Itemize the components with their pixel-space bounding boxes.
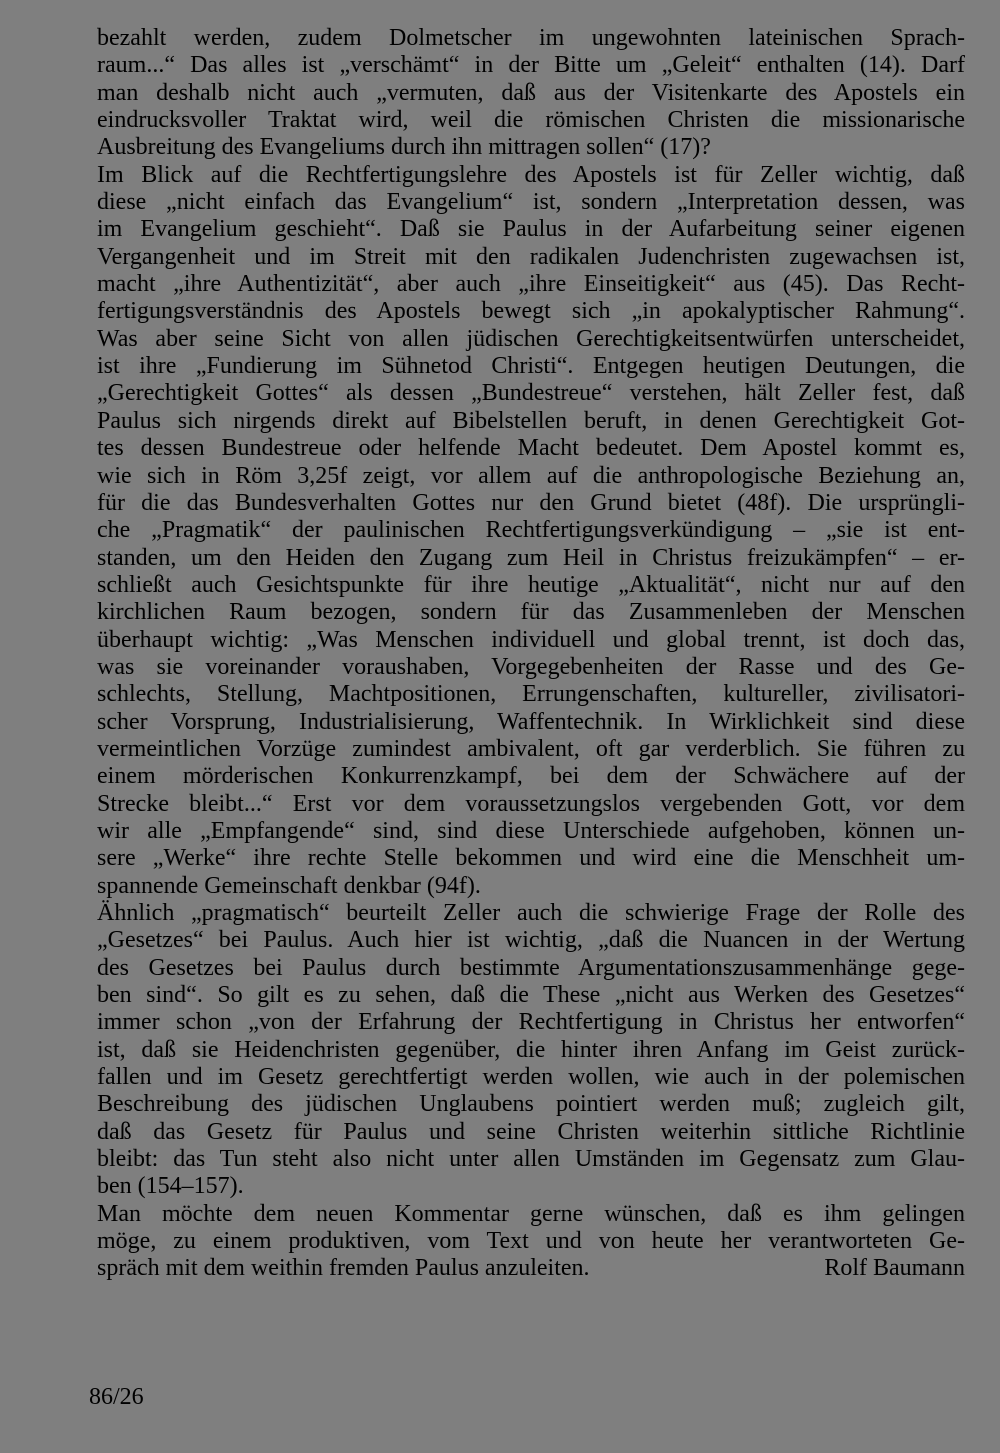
review-text [97, 25, 965, 1283]
text-line: Im Blick auf die Rechtfertigungslehre des Apostels ist für Zeller wichtig, daß [97, 161, 965, 188]
text-line: Beschreibung des jüdischen Unglaubens pointiert werden muß; zugleich gilt, [97, 1091, 965, 1118]
text-line: wie sich in Röm 3,25f zeigt, vor allem auf die anthropologische Beziehung an, [97, 462, 965, 489]
text-line: für die das Bundesverhalten Gottes nur den Grund bietet (48f). Die ursprüngli- [97, 489, 965, 516]
closing-text: spräch mit dem weithin fremden Paulus anzuleiten. [97, 1255, 590, 1282]
text-line: daß das Gesetz für Paulus und seine Christen weiterhin sittliche Richtlinie [97, 1118, 965, 1145]
closing-line [97, 1255, 965, 1282]
text-line: scher Vorsprung, Industrialisierung, Waffentechnik. In Wirklichkeit sind diese [97, 708, 965, 735]
text-line: Ähnlich „pragmatisch“ beurteilt Zeller auch die schwierige Frage der Rolle des [97, 900, 965, 926]
text-line: Vergangenheit und im Streit mit den radikalen Judenchristen zugewachsen ist, [97, 243, 965, 270]
text-line: che „Pragmatik“ der paulinischen Rechtfertigungsverkündigung – „sie ist ent- [97, 517, 965, 544]
text-line: vermeintlichen Vorzüge zumindest ambivalent, oft gar verderblich. Sie führen zu [97, 735, 965, 762]
text-line: Paulus sich nirgends direkt auf Bibelstellen beruft, in denen Gerechtigkeit Got- [97, 407, 965, 434]
text-line: eindrucksvoller Traktat wird, weil die römischen Christen die missionarische [97, 107, 965, 134]
text-line: tes dessen Bundestreue oder helfende Macht bedeutet. Dem Apostel kommt es, [97, 435, 965, 462]
text-line: was sie voreinander voraushaben, Vorgegebenheiten der Rasse und des Ge- [97, 653, 965, 680]
text-line: sere „Werke“ ihre rechte Stelle bekommen und wird eine die Menschheit um- [97, 845, 965, 872]
text-line: einem mörderischen Konkurrenzkampf, bei dem der Schwächere auf der [97, 763, 965, 790]
text-line: schließt auch Gesichtspunkte für ihre heutige „Aktualität“, nicht nur auf den [97, 571, 965, 598]
author-name: Rolf Baumann [824, 1255, 965, 1282]
text-line: macht „ihre Authentizität“, aber auch „ihre Einseitigkeit“ aus (45). Das Recht- [97, 271, 965, 298]
text-line: ist ihre „Fundierung im Sühnetod Christi“. Entgegen heutigen Deutungen, die [97, 353, 965, 380]
text-line: man deshalb nicht auch „vermuten, daß aus der Visitenkarte des Apostels ein [97, 79, 965, 106]
text-line: möge, zu einem produktiven, vom Text und von heute her verantworteten Ge- [97, 1228, 965, 1255]
text-line: Man möchte dem neuen Kommentar gerne wünschen, daß es ihm gelingen [97, 1200, 965, 1227]
text-line: bezahlt werden, zudem Dolmetscher im ungewohnten lateinischen Sprach- [97, 25, 965, 51]
text-line: diese „nicht einfach das Evangelium“ ist, sondern „Interpretation dessen, was [97, 189, 965, 216]
text-line: Strecke bleibt...“ Erst vor dem voraussetzungslos vergebenden Gott, vor dem [97, 790, 965, 817]
text-line: des Gesetzes bei Paulus durch bestimmte Argumentationszusammenhänge gege- [97, 954, 965, 981]
text-line: Was aber seine Sicht von allen jüdischen Gerechtigkeitsentwürfen unterscheidet, [97, 325, 965, 352]
text-line: standen, um den Heiden den Zugang zum Heil in Christus freizukämpfen“ – er- [97, 544, 965, 571]
text-line: immer schon „von der Erfahrung der Rechtfertigung in Christus her entworfen“ [97, 1009, 965, 1036]
text-line: fallen und im Gesetz gerechtfertigt werden wollen, wie auch in der polemischen [97, 1064, 965, 1091]
text-line: kirchlichen Raum bezogen, sondern für das Zusammenleben der Menschen [97, 599, 965, 626]
text-line: ist, daß sie Heidenchristen gegenüber, die hinter ihren Anfang im Geist zurück- [97, 1036, 965, 1063]
text-line: bleibt: das Tun steht also nicht unter allen Umständen im Gegensatz zum Glau- [97, 1146, 965, 1173]
text-line: schlechts, Stellung, Machtpositionen, Errungenschaften, kultureller, zivilisatori- [97, 681, 965, 708]
text-line: „Gerechtigkeit Gottes“ als dessen „Bundestreue“ verstehen, hält Zeller fest, daß [97, 380, 965, 407]
text-line: im Evangelium geschieht“. Daß sie Paulus in der Aufarbeitung seiner eigenen [97, 216, 965, 243]
text-line: ben (154–157). [97, 1173, 244, 1200]
text-line: „Gesetzes“ bei Paulus. Auch hier ist wichtig, „daß die Nuancen in der Wertung [97, 927, 965, 954]
text-line: überhaupt wichtig: „Was Menschen individuell und global trennt, ist doch das, [97, 626, 965, 653]
text-line: raum...“ Das alles ist „verschämt“ in der Bitte um „Geleit“ enthalten (14). Darf [97, 52, 965, 79]
page-number: 86/26 [89, 1384, 144, 1410]
text-line: ben sind“. So gilt es zu sehen, daß die These „nicht aus Werken des Gesetzes“ [97, 982, 965, 1009]
text-line: Ausbreitung des Evangeliums durch ihn mittragen sollen“ (17)? [97, 134, 711, 161]
text-line: fertigungsverständnis des Apostels bewegt sich „in apokalyptischer Rahmung“. [97, 298, 965, 325]
text-line: wir alle „Empfangende“ sind, sind diese Unterschiede aufgehoben, können un- [97, 817, 965, 844]
text-line: spannende Gemeinschaft denkbar (94f). [97, 872, 481, 899]
